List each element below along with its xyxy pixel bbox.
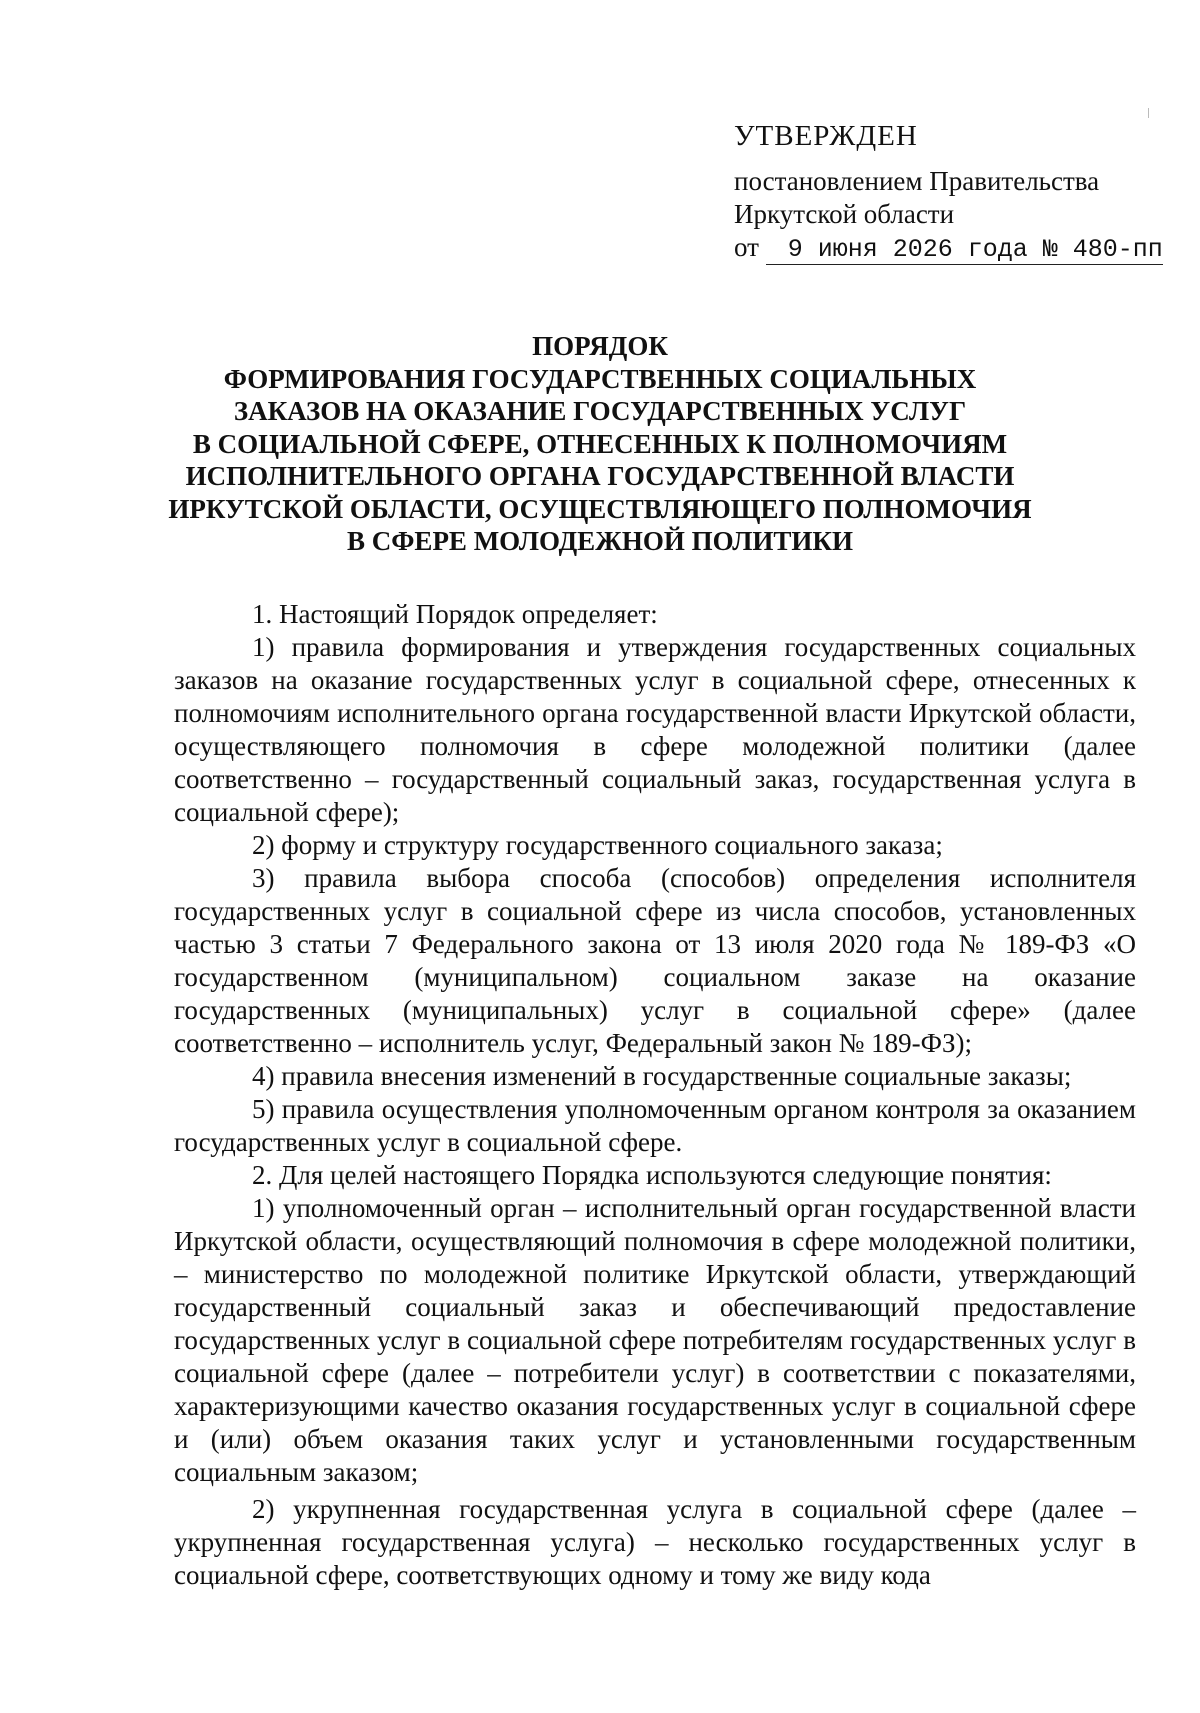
document-title bbox=[160, 330, 1040, 558]
paragraph: 5) правила осуществления уполномоченным органом контроля за оказанием государственных услуг в социальной сфере. bbox=[174, 1094, 1136, 1157]
approval-date-line bbox=[734, 231, 1174, 265]
paragraph: 2. Для целей настоящего Порядка используются следующие понятия: bbox=[252, 1160, 1052, 1190]
title-line: ИСПОЛНИТЕЛЬНОГО ОРГАНА ГОСУДАРСТВЕННОЙ ВЛАСТИ bbox=[185, 461, 1015, 491]
approval-date-value: 9 июня 2026 года № 480-пп bbox=[766, 236, 1163, 265]
title-line: ИРКУТСКОЙ ОБЛАСТИ, ОСУЩЕСТВЛЯЮЩЕГО ПОЛНОМОЧИЯ bbox=[168, 493, 1032, 524]
approval-date-prefix: от bbox=[734, 232, 759, 262]
paragraph: 1. Настоящий Порядок определяет: bbox=[252, 599, 658, 629]
document-body bbox=[174, 598, 1136, 1592]
paragraph: 2) укрупненная государственная услуга в социальной сфере (далее – укрупненная государственная услуга) – несколько государственных услуг в социальной сфере, соответствующих одному и тому же виду кода bbox=[174, 1494, 1136, 1590]
paragraph: 3) правила выбора способа (способов) определения исполнителя государственных услуг в социальной сфере из числа способов, установленных частью 3 статьи 7 Федерального закона от 13 июля 2020 года № 189-ФЗ «О государственном (муниципальном) социальном заказе на оказание государственных (муниципальных) услуг в социальной сфере» (далее соответственно – исполнитель услуг, Федеральный закон № 189-ФЗ); bbox=[174, 863, 1136, 1058]
title-line: В СОЦИАЛЬНОЙ СФЕРЕ, ОТНЕСЕННЫХ К ПОЛНОМОЧИЯМ bbox=[192, 428, 1008, 459]
approval-line-1: постановлением Правительства bbox=[734, 166, 1100, 196]
scan-speck bbox=[1148, 108, 1149, 118]
approval-title: УТВЕРЖДЕН bbox=[734, 120, 918, 152]
title-line: ПОРЯДОК bbox=[532, 331, 668, 361]
title-line: ЗАКАЗОВ НА ОКАЗАНИЕ ГОСУДАРСТВЕННЫХ УСЛУГ bbox=[233, 396, 967, 426]
approval-stamp bbox=[734, 120, 1174, 265]
paragraph: 1) уполномоченный орган – исполнительный орган государственной власти Иркутской области, осуществляющий полномочия в сфере молодежной политики, – министерство по молодежной политике Иркутской области, утверждающий государственный социальный заказ и обеспечивающий предоставление государственных услуг в социальной сфере потребителям государственных услуг в социальной сфере (далее – потребители услуг) в соответствии с показателями, характеризующими качество оказания государственных услуг в социальной сфере и (или) объем оказания таких услуг и установленными государственным социальным заказом; bbox=[174, 1193, 1136, 1487]
title-line: ФОРМИРОВАНИЯ ГОСУДАРСТВЕННЫХ СОЦИАЛЬНЫХ bbox=[223, 363, 977, 394]
title-line: В СФЕРЕ МОЛОДЕЖНОЙ ПОЛИТИКИ bbox=[346, 526, 854, 556]
paragraph: 4) правила внесения изменений в государственные социальные заказы; bbox=[252, 1061, 1072, 1091]
approval-line-2: Иркутской области bbox=[734, 199, 955, 229]
paragraph: 1) правила формирования и утверждения государственных социальных заказов на оказание государственных услуг в социальной сфере, отнесенных к полномочиям исполнительного органа государственной власти Иркутской области, осуществляющего полномочия в сфере молодежной политики (далее соответственно – государственный социальный заказ, государственная услуга в социальной сфере); bbox=[174, 632, 1136, 827]
paragraph: 2) форму и структуру государственного социального заказа; bbox=[252, 830, 943, 860]
